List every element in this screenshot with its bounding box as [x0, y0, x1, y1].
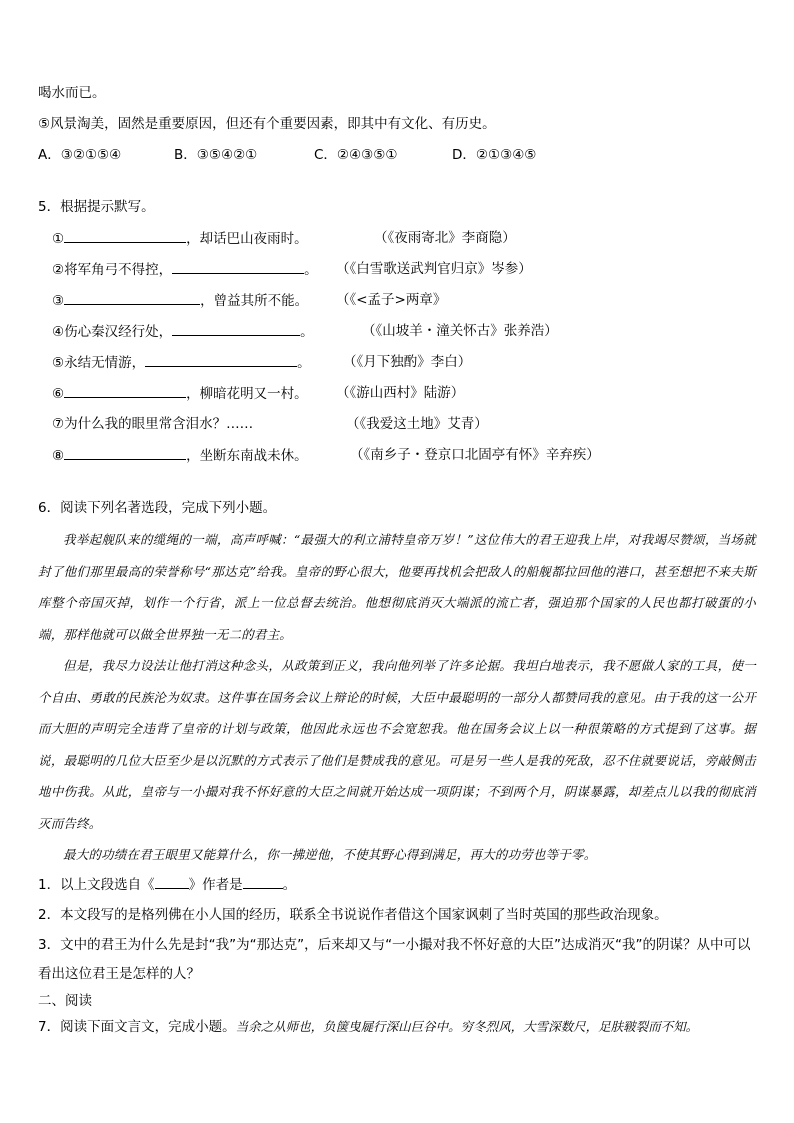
text-line: 喝水而已。: [38, 85, 106, 101]
question-5-title: 5．根据提示默写。: [38, 199, 155, 215]
fill-blank[interactable]: [172, 321, 300, 336]
question-6-title: 6．阅读下列名著选段，完成下列小题。: [38, 500, 277, 516]
fill-blank[interactable]: [64, 445, 186, 460]
fill-blank[interactable]: [64, 228, 186, 243]
dictation-row: ⑦为什么我的眼里常含泪水？……: [52, 416, 254, 432]
excerpt-paragraph: 最大的功绩在君王眼里又能算什么，你一拂逆他，不使其野心得到满足，再大的功劳也等于零。: [63, 847, 597, 862]
section-heading: 二、阅读: [38, 993, 92, 1009]
fill-blank[interactable]: [145, 352, 297, 367]
dictation-row: ⑥ ，柳暗花明又一村。: [52, 383, 308, 404]
source-citation: （《山坡羊・潼关怀古》张养浩）: [362, 323, 558, 339]
dictation-row: ⑤永结无情游， 。: [52, 352, 311, 373]
dictation-row: ④伤心秦汉经行处， 。: [52, 321, 314, 342]
option-b: B．③⑤④②①: [174, 147, 258, 163]
excerpt-paragraph: 我举起舰队来的缆绳的一端，高声呼喊：“最强大的利立浦特皇帝万岁！”这位伟大的君王迎我上岸，对我竭尽赞颂，当场就封了他们那里最高的荣誉称号“那达克”给我。皇帝的野心很大，他要再找机会把敌人的船舰都拉回他的港口，甚至想把不来夫斯库整个帝国灭掉，划作一个行省，派上一位总督去统治。他想彻底消灭大端派的流亡者，强迫那个国家的人民也都打破蛋的小端，那样他就可以做全世界独一无二的君主。: [38, 532, 756, 642]
excerpt-paragraph: 但是，我尽力设法让他打消这种念头，从政策到正义，我向他列举了许多论据。我坦白地表示，我不愿做人家的工具，使一个自由、勇敢的民族沦为奴隶。这件事在国务会议上辩论的时候，大臣中最聪明的一部分人都赞同我的意见。由于我的这一公开而大胆的声明完全违背了皇帝的计划与政策，他因此永远也不会宽恕我。他在国务会议上以一种很策略的方式提到了这事。据说，最聪明的几位大臣至少是以沉默的方式表示了他们是赞成我的意见。可是另一些人是我的死敌，忍不住就要说话，旁敲侧击地中伤我。从此，皇帝与一小撮对我不怀好意的大臣之间就开始达成一项阴谋；不到两个月，阴谋暴露，却差点儿以我的彻底消灭而告终。: [38, 658, 756, 831]
option-a: A．③②①⑤④: [38, 147, 122, 163]
text-line: ⑤风景淘美，固然是重要原因，但还有个重要因素，即其中有文化、有历史。: [38, 116, 496, 132]
source-citation: （《南乡子・登京口北固亭有怀》辛弃疾）: [350, 447, 600, 463]
option-d: D．②①③④⑤: [452, 147, 537, 163]
option-c: C．②④③⑤①: [314, 147, 398, 163]
question-7: 7．阅读下面文言文，完成小题。当余之从师也，负箧曳屣行深山巨谷中。穷冬烈风，大雪深数尺，足肤皲裂而不知。: [38, 1019, 699, 1035]
sub-question-1: 1．以上文段选自《 》作者是 。: [38, 874, 296, 895]
dictation-row: ③ ，曾益其所不能。: [52, 290, 308, 311]
source-citation: （《白雪歌送武判官归京》岑参）: [336, 261, 532, 277]
source-citation: （《游山西村》陆游）: [336, 385, 465, 401]
dictation-row: ① ，却话巴山夜雨时。: [52, 228, 308, 249]
dictation-row: ⑧ ，坐断东南战未休。: [52, 445, 308, 466]
fill-blank[interactable]: [64, 290, 200, 305]
source-citation: （《<孟子>两章》: [336, 292, 447, 308]
sub-question-2: 2．本文段写的是格列佛在小人国的经历，联系全书说说作者借这个国家讽刺了当时英国的那些政治现象。: [38, 907, 668, 923]
fill-blank[interactable]: [172, 259, 304, 274]
fill-blank[interactable]: [155, 874, 189, 889]
fill-blank[interactable]: [243, 874, 283, 889]
fill-blank[interactable]: [64, 383, 186, 398]
source-citation: （《月下独酌》李白）: [343, 354, 472, 370]
excerpt-passage: [38, 524, 756, 871]
source-citation: （《我爱这土地》艾青）: [346, 416, 488, 432]
dictation-row: ②将军角弓不得控， 。: [52, 259, 318, 280]
source-citation: （《夜雨寄北》李商隐）: [374, 230, 516, 246]
sub-question-3: 3．文中的君王为什么先是封“我”为“那达克”，后来却又与“一小撮对我不怀好意的大臣”达成消灭“我”的阴谋？从中可以看出这位君王是怎样的人？: [38, 937, 751, 982]
